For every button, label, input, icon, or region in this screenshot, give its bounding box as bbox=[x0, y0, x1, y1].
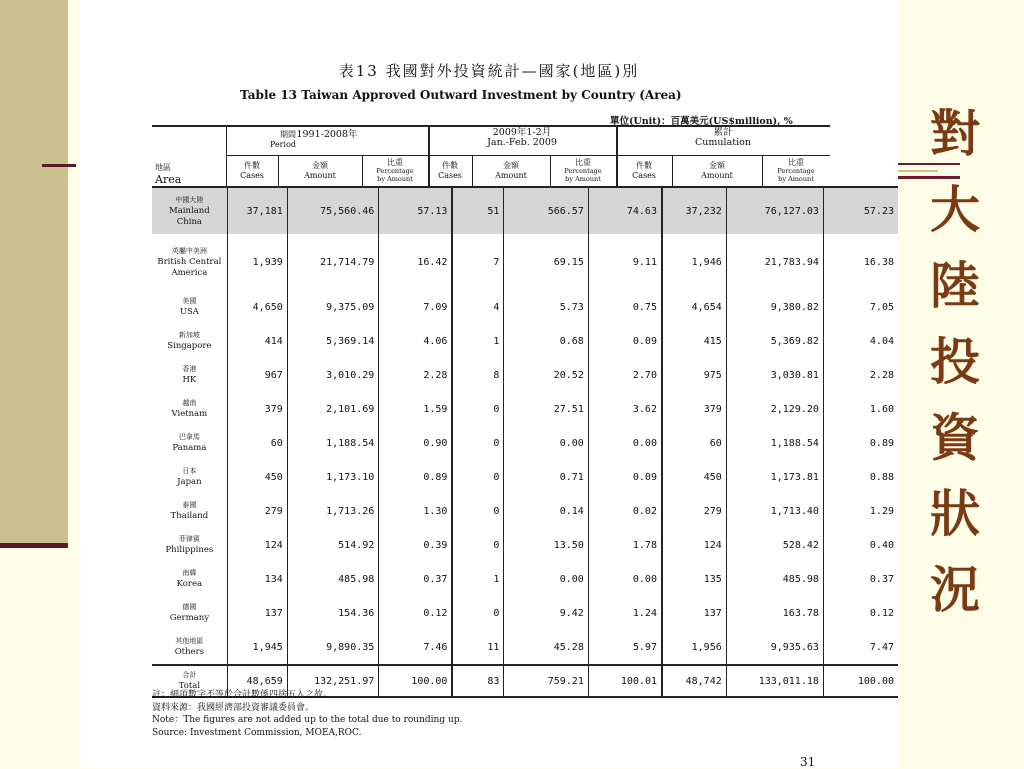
table-cell: 0.00 bbox=[504, 426, 588, 460]
source-zh: 資料來源：我國經濟部投資審議委員會。 bbox=[152, 702, 315, 713]
row-area-en: Germany bbox=[169, 613, 210, 623]
table-cell: 9,375.09 bbox=[287, 290, 379, 324]
table-cell: 4,654 bbox=[662, 290, 726, 324]
pct-header-en2: by Amount bbox=[565, 175, 601, 183]
cases-header-zh: 件數 bbox=[636, 161, 652, 170]
side-title-char: 陸 bbox=[930, 256, 980, 315]
table-cell: 0.89 bbox=[379, 460, 453, 494]
note-zh: 註：細項數字不等於合計數係四捨五入之故。 bbox=[152, 690, 333, 700]
period-2009 bbox=[428, 128, 616, 148]
table-cell: 133,011.18 bbox=[726, 665, 823, 697]
pct-header-3 bbox=[762, 159, 830, 183]
table-cell: 1,939 bbox=[227, 234, 287, 290]
area-label-en: Area bbox=[155, 173, 182, 186]
period-label-en: Period bbox=[269, 140, 296, 149]
table-cell: 0 bbox=[452, 426, 504, 460]
table-body bbox=[152, 187, 898, 697]
table-cell: 5,369.82 bbox=[726, 324, 823, 358]
row-area-label bbox=[152, 234, 227, 290]
row-area-label bbox=[152, 426, 227, 460]
amount-header-zh: 金額 bbox=[709, 161, 725, 170]
table-cell: 1.24 bbox=[588, 596, 662, 630]
table-cell: 124 bbox=[227, 528, 287, 562]
document-page bbox=[80, 0, 898, 768]
table-title-chinese: 表13 我國對外投資統計—國家(地區)別 bbox=[338, 62, 640, 80]
table-cell: 124 bbox=[662, 528, 726, 562]
page-number: 31 bbox=[800, 755, 816, 769]
table-cell: 1,713.40 bbox=[726, 494, 823, 528]
row-area-zh: 南韓 bbox=[182, 569, 197, 577]
row-area-label bbox=[152, 324, 227, 358]
area-label-zh: 地區 bbox=[155, 163, 171, 172]
table-cell: 0.71 bbox=[504, 460, 588, 494]
row-area-en: British Central America bbox=[157, 256, 222, 278]
row-area-en: Singapore bbox=[167, 341, 212, 351]
row-area-label bbox=[152, 596, 227, 630]
table-cell: 0.89 bbox=[823, 426, 898, 460]
table-cell: 1,945 bbox=[227, 630, 287, 665]
table-cell: 74.63 bbox=[588, 187, 662, 234]
table-cell: 0.00 bbox=[504, 562, 588, 596]
table-cell: 1.59 bbox=[379, 392, 453, 426]
table-cell: 45.28 bbox=[504, 630, 588, 665]
side-title-char: 對 bbox=[930, 104, 980, 163]
table-cell: 414 bbox=[227, 324, 287, 358]
table-cell: 16.42 bbox=[379, 234, 453, 290]
table-cell: 1,173.81 bbox=[726, 460, 823, 494]
table-cell: 967 bbox=[227, 358, 287, 392]
pct-header-en1: Percentage bbox=[376, 167, 414, 175]
table-cell: 2,129.20 bbox=[726, 392, 823, 426]
table-cell: 0.09 bbox=[588, 324, 662, 358]
table-cell: 7.09 bbox=[379, 290, 453, 324]
row-area-zh: 越南 bbox=[182, 399, 197, 407]
row-area-en: HK bbox=[182, 375, 197, 385]
table-row bbox=[152, 630, 898, 665]
table-cell: 279 bbox=[227, 494, 287, 528]
table-cell: 0.68 bbox=[504, 324, 588, 358]
cases-header-en: Cases bbox=[438, 171, 462, 180]
table-cell: 0.75 bbox=[588, 290, 662, 324]
row-area-en: Vietnam bbox=[171, 409, 208, 419]
amount-header-en: Amount bbox=[304, 171, 336, 180]
period-2009-en: Jan.-Feb. 2009 bbox=[487, 137, 557, 148]
cases-header-zh: 件數 bbox=[244, 161, 260, 170]
row-area-zh: 德國 bbox=[182, 603, 197, 611]
table-row bbox=[152, 392, 898, 426]
table-row bbox=[152, 426, 898, 460]
side-title-char: 資 bbox=[930, 408, 980, 467]
table-cell: 279 bbox=[662, 494, 726, 528]
table-cell: 69.15 bbox=[504, 234, 588, 290]
table-cell: 4.04 bbox=[823, 324, 898, 358]
table-cell: 4,650 bbox=[227, 290, 287, 324]
row-area-en: USA bbox=[179, 307, 199, 317]
note-en: Note：The figures are not added up to the total due to rounding up. bbox=[152, 715, 463, 725]
table-cell: 1,188.54 bbox=[726, 426, 823, 460]
table-cell: 4 bbox=[452, 290, 504, 324]
period-2009-zh: 2009年1-2月 bbox=[492, 127, 552, 138]
side-title-char: 況 bbox=[930, 560, 980, 619]
table-cell: 83 bbox=[452, 665, 504, 697]
table-title-english: Table 13 Taiwan Approved Outward Investment by Country (Area) bbox=[240, 88, 682, 102]
pct-header-en1: Percentage bbox=[777, 167, 815, 175]
period-1991-2008: 1991-2008年 bbox=[296, 129, 358, 140]
table-cell: 2,101.69 bbox=[287, 392, 379, 426]
row-area-en: Japan bbox=[177, 477, 202, 487]
row-area-en: Philippines bbox=[165, 545, 214, 555]
table-cell: 163.78 bbox=[726, 596, 823, 630]
period-cumulation bbox=[616, 128, 830, 148]
row-area-en: Mainland China bbox=[169, 205, 210, 227]
left-accent-line-bottom bbox=[0, 543, 68, 548]
table-cell: 100.00 bbox=[823, 665, 898, 697]
amount-header-2 bbox=[472, 161, 550, 181]
table-cell: 57.23 bbox=[823, 187, 898, 234]
table-cell: 1,173.10 bbox=[287, 460, 379, 494]
table-cell: 135 bbox=[662, 562, 726, 596]
table-cell: 5.97 bbox=[588, 630, 662, 665]
row-area-label bbox=[152, 392, 227, 426]
slide-title-vertical bbox=[920, 96, 990, 628]
table-cell: 528.42 bbox=[726, 528, 823, 562]
table-cell: 9,890.35 bbox=[287, 630, 379, 665]
table-cell: 1,956 bbox=[662, 630, 726, 665]
table-cell: 5.73 bbox=[504, 290, 588, 324]
table-cell: 1,188.54 bbox=[287, 426, 379, 460]
investment-table bbox=[152, 186, 898, 698]
row-area-zh: 英屬中美洲 bbox=[171, 246, 207, 255]
pct-header-zh: 比重 bbox=[575, 158, 591, 167]
pct-header-zh: 比重 bbox=[788, 158, 804, 167]
table-cell: 5,369.14 bbox=[287, 324, 379, 358]
amount-header-zh: 金額 bbox=[312, 161, 328, 170]
table-row bbox=[152, 187, 898, 234]
table-cell: 9,380.82 bbox=[726, 290, 823, 324]
row-area-label bbox=[152, 290, 227, 324]
table-cell: 4.06 bbox=[379, 324, 453, 358]
pct-header-en2: by Amount bbox=[778, 175, 814, 183]
row-area-zh: 合計 bbox=[182, 671, 197, 679]
pct-header-en1: Percentage bbox=[564, 167, 602, 175]
table-cell: 0.12 bbox=[823, 596, 898, 630]
table-cell: 1.78 bbox=[588, 528, 662, 562]
table-cell: 21,783.94 bbox=[726, 234, 823, 290]
row-area-label bbox=[152, 494, 227, 528]
table-cell: 1,713.26 bbox=[287, 494, 379, 528]
table-cell: 0 bbox=[452, 596, 504, 630]
pct-header-1 bbox=[362, 159, 428, 183]
table-cell: 51 bbox=[452, 187, 504, 234]
row-area-label bbox=[152, 187, 227, 234]
table-cell: 2.70 bbox=[588, 358, 662, 392]
row-area-en: Thailand bbox=[170, 511, 209, 521]
row-area-en: Total bbox=[178, 681, 201, 691]
row-area-zh: 新加坡 bbox=[178, 331, 200, 339]
table-cell: 0.40 bbox=[823, 528, 898, 562]
row-area-label bbox=[152, 460, 227, 494]
table-cell: 9,935.63 bbox=[726, 630, 823, 665]
table-cell: 0.14 bbox=[504, 494, 588, 528]
pct-header-en2: by Amount bbox=[377, 175, 413, 183]
table-row bbox=[152, 290, 898, 324]
source-en: Source: Investment Commission, MOEA,ROC. bbox=[152, 727, 362, 738]
table-row bbox=[152, 596, 898, 630]
table-cell: 75,560.46 bbox=[287, 187, 379, 234]
cases-header-1 bbox=[226, 161, 278, 181]
pct-header-zh: 比重 bbox=[387, 158, 403, 167]
table-cell: 0.39 bbox=[379, 528, 453, 562]
table-cell: 450 bbox=[227, 460, 287, 494]
row-area-zh: 美國 bbox=[182, 297, 197, 305]
table-cell: 11 bbox=[452, 630, 504, 665]
table-cell: 60 bbox=[662, 426, 726, 460]
table-cell: 1.60 bbox=[823, 392, 898, 426]
table-cell: 76,127.03 bbox=[726, 187, 823, 234]
table-cell: 7.47 bbox=[823, 630, 898, 665]
cases-header-en: Cases bbox=[632, 171, 656, 180]
table-cell: 3,010.29 bbox=[287, 358, 379, 392]
table-cell: 2.28 bbox=[379, 358, 453, 392]
table-cell: 759.21 bbox=[504, 665, 588, 697]
table-cell: 8 bbox=[452, 358, 504, 392]
row-area-en: Panama bbox=[172, 443, 207, 453]
table-cell: 1.29 bbox=[823, 494, 898, 528]
table-cell: 9.42 bbox=[504, 596, 588, 630]
table-cell: 1 bbox=[452, 324, 504, 358]
table-cell: 0 bbox=[452, 494, 504, 528]
left-accent-line bbox=[42, 164, 76, 167]
table-row bbox=[152, 494, 898, 528]
table-cell: 0.02 bbox=[588, 494, 662, 528]
table-cell: 0.88 bbox=[823, 460, 898, 494]
table-cell: 450 bbox=[662, 460, 726, 494]
table-cell: 2.28 bbox=[823, 358, 898, 392]
amount-header-en: Amount bbox=[701, 171, 733, 180]
table-row bbox=[152, 460, 898, 494]
table-header bbox=[152, 125, 830, 188]
table-cell: 0.12 bbox=[379, 596, 453, 630]
table-cell: 379 bbox=[227, 392, 287, 426]
table-cell: 137 bbox=[227, 596, 287, 630]
table-cell: 7 bbox=[452, 234, 504, 290]
table-cell: 7.05 bbox=[823, 290, 898, 324]
row-area-en: Others bbox=[174, 647, 205, 657]
side-title-char: 狀 bbox=[930, 484, 980, 543]
table-cell: 566.57 bbox=[504, 187, 588, 234]
table-row bbox=[152, 234, 898, 290]
table-cell: 0 bbox=[452, 392, 504, 426]
row-area-zh: 香港 bbox=[182, 365, 197, 373]
table-cell: 485.98 bbox=[726, 562, 823, 596]
table-cell: 7.46 bbox=[379, 630, 453, 665]
amount-header-1 bbox=[278, 161, 362, 181]
area-label bbox=[152, 163, 225, 186]
row-area-zh: 其他地區 bbox=[175, 637, 204, 645]
table-cell: 975 bbox=[662, 358, 726, 392]
cases-header-3 bbox=[616, 161, 672, 181]
table-cell: 0 bbox=[452, 528, 504, 562]
table-row bbox=[152, 324, 898, 358]
row-area-en: Korea bbox=[176, 579, 203, 589]
table-cell: 37,232 bbox=[662, 187, 726, 234]
table-cell: 13.50 bbox=[504, 528, 588, 562]
table-cell: 137 bbox=[662, 596, 726, 630]
left-decorative-band bbox=[0, 0, 68, 548]
table-cell: 3,030.81 bbox=[726, 358, 823, 392]
table-cell: 1,946 bbox=[662, 234, 726, 290]
footnotes bbox=[152, 689, 462, 739]
table-cell: 134 bbox=[227, 562, 287, 596]
side-title-char: 投 bbox=[930, 332, 980, 391]
table-cell: 0.37 bbox=[379, 562, 453, 596]
row-area-label bbox=[152, 562, 227, 596]
cases-header-en: Cases bbox=[240, 171, 264, 180]
amount-header-3 bbox=[672, 161, 762, 181]
table-cell: 3.62 bbox=[588, 392, 662, 426]
table-cell: 415 bbox=[662, 324, 726, 358]
table-cell: 21,714.79 bbox=[287, 234, 379, 290]
table-row bbox=[152, 562, 898, 596]
amount-header-zh: 金額 bbox=[503, 161, 519, 170]
period-cumulation-zh: 累計 bbox=[713, 127, 733, 138]
table-cell: 485.98 bbox=[287, 562, 379, 596]
table-cell: 0.37 bbox=[823, 562, 898, 596]
cases-header-2 bbox=[428, 161, 472, 181]
row-area-zh: 日本 bbox=[182, 467, 197, 475]
table-cell: 16.38 bbox=[823, 234, 898, 290]
table-cell: 100.01 bbox=[588, 665, 662, 697]
table-cell: 0.00 bbox=[588, 426, 662, 460]
period-label-zh: 期間 bbox=[280, 130, 296, 139]
table-cell: 1 bbox=[452, 562, 504, 596]
pct-header-2 bbox=[550, 159, 616, 183]
row-area-zh: 菲律賓 bbox=[178, 535, 200, 543]
table-row bbox=[152, 528, 898, 562]
row-area-label bbox=[152, 528, 227, 562]
side-title-char: 大 bbox=[930, 180, 980, 239]
table-cell: 0.00 bbox=[588, 562, 662, 596]
row-area-zh: 巴拿馬 bbox=[178, 433, 200, 441]
table-cell: 20.52 bbox=[504, 358, 588, 392]
table-cell: 1.30 bbox=[379, 494, 453, 528]
table-cell: 48,659 bbox=[227, 665, 287, 697]
table-cell: 379 bbox=[662, 392, 726, 426]
table-cell: 514.92 bbox=[287, 528, 379, 562]
row-area-label bbox=[152, 630, 227, 665]
table-cell: 0.09 bbox=[588, 460, 662, 494]
table-cell: 37,181 bbox=[227, 187, 287, 234]
table-cell: 0 bbox=[452, 460, 504, 494]
table-cell: 100.00 bbox=[379, 665, 453, 697]
row-area-zh: 泰國 bbox=[182, 501, 197, 509]
row-area-label bbox=[152, 358, 227, 392]
amount-header-en: Amount bbox=[495, 171, 527, 180]
table-cell: 27.51 bbox=[504, 392, 588, 426]
cases-header-zh: 件數 bbox=[442, 161, 458, 170]
table-cell: 0.90 bbox=[379, 426, 453, 460]
table-cell: 48,742 bbox=[662, 665, 726, 697]
table-cell: 132,251.97 bbox=[287, 665, 379, 697]
table-cell: 57.13 bbox=[379, 187, 453, 234]
row-area-zh: 中國大陸 bbox=[175, 195, 204, 204]
table-cell: 9.11 bbox=[588, 234, 662, 290]
period-cumulation-en: Cumulation bbox=[695, 137, 751, 148]
table-cell: 60 bbox=[227, 426, 287, 460]
table-row bbox=[152, 358, 898, 392]
table-cell: 154.36 bbox=[287, 596, 379, 630]
unit-label: 單位(Unit)：百萬美元(US$million), % bbox=[610, 116, 793, 127]
